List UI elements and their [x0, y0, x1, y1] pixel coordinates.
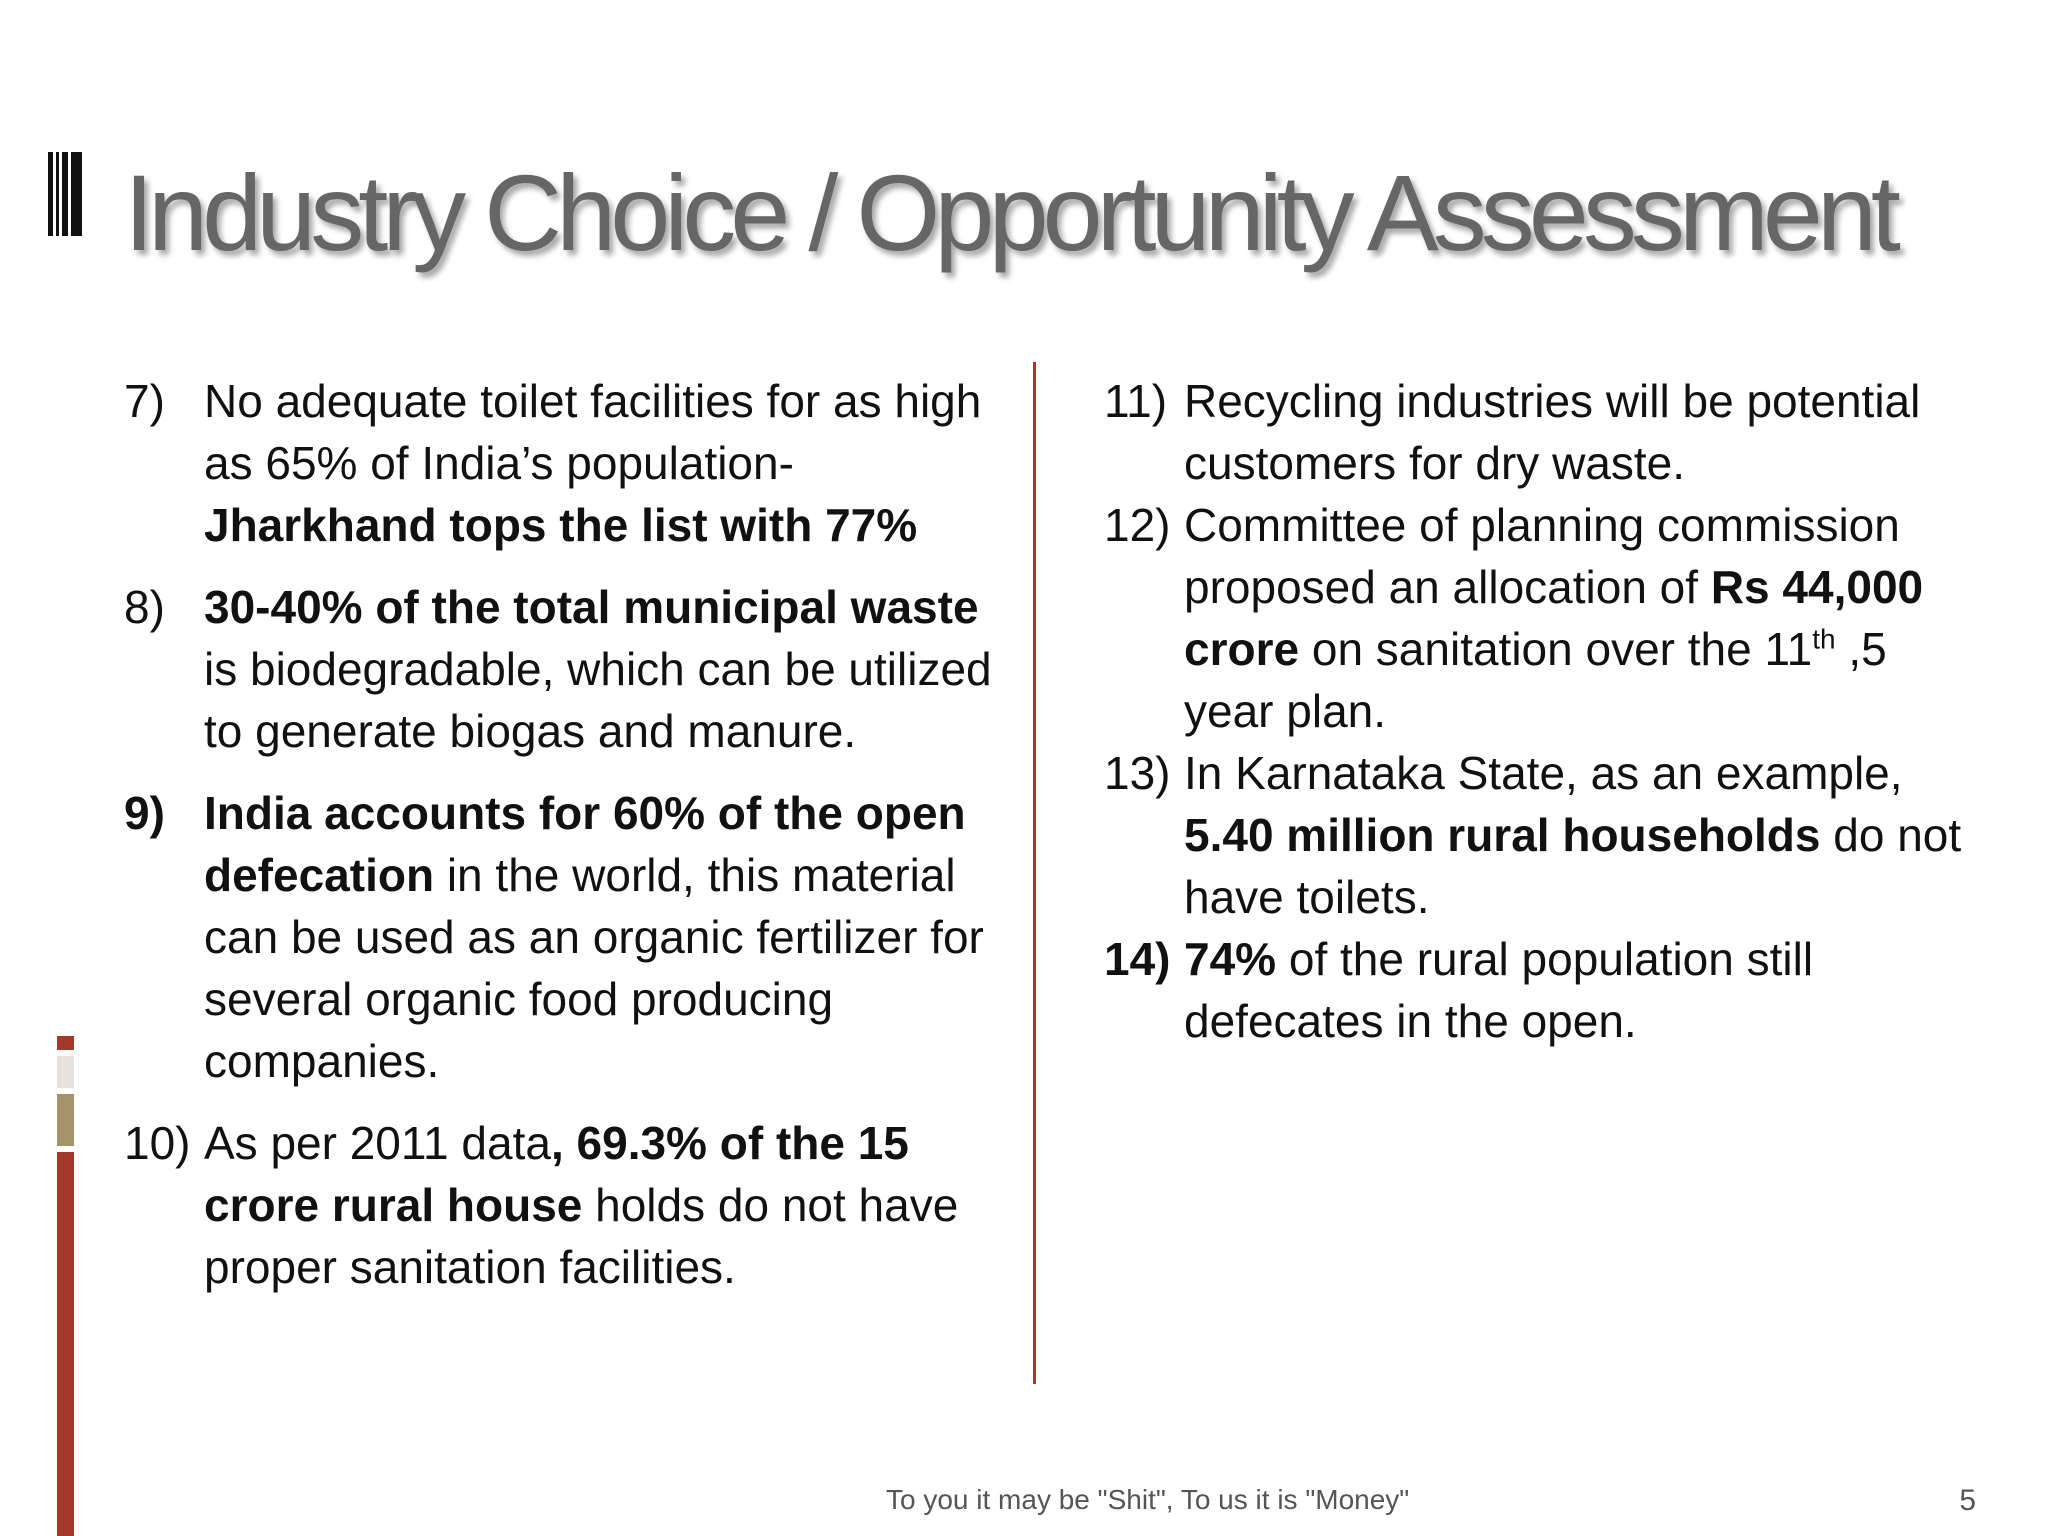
text: holds do not have proper sanitation facilities.	[204, 1179, 959, 1293]
list-item	[1104, 494, 1984, 742]
list-item-number: 13)	[1104, 747, 1171, 799]
bold-text: Jharkhand tops the list with 77%	[204, 499, 918, 551]
list-item	[124, 370, 1024, 556]
list-item-number: 12)	[1104, 499, 1171, 551]
bold-text: , 69.3% of the 15 crore rural house	[204, 1117, 909, 1231]
bold-text: 74%	[1184, 933, 1277, 985]
bold-text: 30-40% of the total municipal waste	[204, 581, 979, 633]
accent-bar-tan	[57, 1094, 74, 1146]
list-item-number: 10)	[124, 1117, 191, 1169]
accent-bar-red-long	[57, 1152, 74, 1536]
accent-bar-light	[57, 1056, 74, 1088]
bold-text: 5.40 million rural households	[1184, 809, 1821, 861]
title-decoration	[48, 152, 82, 236]
right-column	[1104, 370, 1984, 1052]
list-item	[1104, 370, 1984, 494]
list-item	[124, 782, 1024, 1092]
text: of the rural population still defecates in the open.	[1184, 933, 1814, 1047]
text: No adequate toilet facilities for as high as 65% of India’s population-	[204, 375, 982, 489]
bold-text: India accounts for 60% of the open defecation	[204, 787, 966, 901]
list-item	[1104, 742, 1984, 928]
list-item-number: 8)	[124, 581, 165, 633]
text: th	[1812, 623, 1836, 655]
list-item-number: 11)	[1104, 375, 1168, 427]
column-divider	[1033, 362, 1036, 1384]
list-item	[124, 576, 1024, 762]
list-item	[1104, 928, 1984, 1052]
list-item-number: 9)	[124, 787, 165, 839]
text: is biodegradable, which can be utilized to generate biogas and manure.	[204, 643, 992, 757]
bold-text: Rs 44,000 crore	[1184, 561, 1924, 675]
left-column	[124, 370, 1024, 1298]
text: ,5 year plan.	[1184, 623, 1887, 737]
text: Recycling industries will be potential customers for dry waste.	[1184, 375, 1921, 489]
list-item	[124, 1112, 1024, 1298]
text: In Karnataka State, as an example,	[1184, 747, 1903, 799]
text: do not have toilets.	[1184, 809, 1962, 923]
slide-title: Industry Choice / Opportunity Assessment	[124, 152, 1895, 273]
list-item-number: 7)	[124, 375, 165, 427]
accent-bar-red-top	[57, 1036, 74, 1050]
text: in the world, this material can be used as an organic fertilizer for several organic food producing companies.	[204, 849, 984, 1087]
text: on sanitation over the 11	[1299, 623, 1813, 675]
slide-footer: To you it may be "Shit", To us it is "Money"	[886, 1484, 1410, 1515]
text: As per 2011 data	[204, 1117, 551, 1169]
page-number: 5	[1959, 1484, 1976, 1517]
text: Committee of planning commission proposed an allocation of	[1184, 499, 1900, 613]
list-item-number: 14)	[1104, 933, 1171, 985]
